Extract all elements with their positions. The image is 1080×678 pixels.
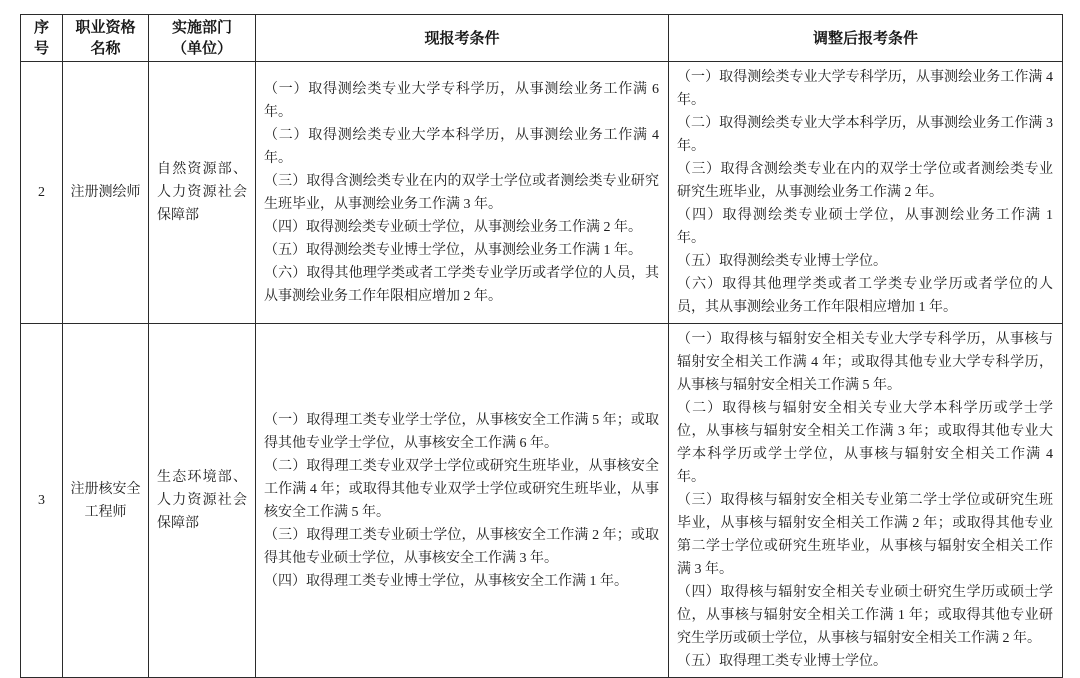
condition-item: （一）取得核与辐射安全相关专业大学专科学历，从事核与辐射安全相关工作满 4 年；或取得其他专业大学专科学历，从事核与辐射安全相关工作满 5 年。 <box>677 332 1053 393</box>
condition-item: （一）取得测绘类专业大学专科学历，从事测绘业务工作满 4 年。 <box>677 70 1053 108</box>
table-row-surveyor <box>21 62 1063 324</box>
condition-item: （五）取得理工类专业博士学位。 <box>677 654 887 669</box>
condition-item: （二）取得测绘类专业大学本科学历，从事测绘业务工作满 3 年。 <box>677 116 1053 154</box>
header-current-conditions-line1: 现报考条件 <box>424 29 500 47</box>
condition-item: （二）取得测绘类专业大学本科学历，从事测绘业务工作满 4 年。 <box>264 127 659 166</box>
department-cell: 自然资源部、人力资源社会保障部 <box>149 62 256 324</box>
department-cell: 生态环境部、人力资源社会保障部 <box>149 324 256 678</box>
qualification-conditions-table <box>20 14 1063 678</box>
current-conditions-cell <box>256 324 669 678</box>
condition-item: （四）取得理工类专业博士学位，从事核安全工作满 1 年。 <box>264 573 628 589</box>
condition-item: （三）取得核与辐射安全相关专业第二学士学位或研究生班毕业，从事核与辐射安全相关工作满 2 年；或取得其他专业第二学士学位或研究生班毕业，从事核与辐射安全相关工作满 3 年。 <box>677 493 1053 577</box>
header-adjusted-conditions <box>669 15 1063 62</box>
table-row-nuclear-safety-engineer <box>21 324 1063 678</box>
condition-item: （六）取得其他理学类或者工学类专业学历或者学位的人员，其从事测绘业务工作年限相应增加 1 年。 <box>677 277 1053 315</box>
header-row <box>21 15 1063 62</box>
qualification-name-cell: 注册核安全工程师 <box>63 324 149 678</box>
condition-item: （四）取得测绘类专业硕士学位，从事测绘业务工作满 2 年。 <box>264 219 642 235</box>
condition-item: （四）取得核与辐射安全相关专业硕士研究生学历或硕士学位，从事核与辐射安全相关工作满 1 年；或取得其他专业研究生学历或硕士学位，从事核与辐射安全相关工作满 2 年。 <box>677 585 1053 646</box>
condition-item: （二）取得理工类专业双学士学位或研究生班毕业，从事核安全工作满 4 年；或取得其他专业双学士学位或研究生班毕业，从事核安全工作满 5 年。 <box>264 458 659 520</box>
condition-item: （二）取得核与辐射安全相关专业大学本科学历或学士学位，从事核与辐射安全相关工作满 3 年；或取得其他专业大学本科学历或学士学位，从事核与辐射安全相关工作满 4 年。 <box>677 401 1053 485</box>
condition-item: （五）取得测绘类专业博士学位。 <box>677 254 887 269</box>
header-implementing-department-line1: 实施部门 <box>171 19 232 36</box>
header-implementing-department-line2: （单位） <box>171 40 232 57</box>
condition-item: （一）取得理工类专业学士学位，从事核安全工作满 5 年；或取得其他专业学士学位，从事核安全工作满 6 年。 <box>264 412 659 451</box>
condition-item: （三）取得含测绘类专业在内的双学士学位或者测绘类专业研究生班毕业，从事测绘业务工作满 2 年。 <box>677 162 1053 200</box>
condition-item: （三）取得理工类专业硕士学位，从事核安全工作满 2 年；或取得其他专业硕士学位，从事核安全工作满 3 年。 <box>264 527 659 566</box>
header-qualification-name-line2: 名称 <box>90 40 121 57</box>
condition-item: （四）取得测绘类专业硕士学位，从事测绘业务工作满 1 年。 <box>677 208 1053 246</box>
header-qualification-name <box>63 15 149 62</box>
condition-item: （五）取得测绘类专业博士学位，从事测绘业务工作满 1 年。 <box>264 242 642 258</box>
header-current-conditions <box>256 15 669 62</box>
adjusted-conditions-cell <box>669 324 1063 678</box>
header-qualification-name-line1: 职业资格 <box>75 19 136 36</box>
current-conditions-cell <box>256 62 669 324</box>
serial-number-cell: 3 <box>21 324 63 678</box>
condition-item: （三）取得含测绘类专业在内的双学士学位或者测绘类专业研究生班毕业，从事测绘业务工作满 3 年。 <box>264 173 659 212</box>
header-serial-number-line1: 序 <box>33 19 49 36</box>
header-serial-number <box>21 15 63 62</box>
header-adjusted-conditions-line1: 调整后报考条件 <box>812 29 918 47</box>
condition-item: （一）取得测绘类专业大学专科学历，从事测绘业务工作满 6 年。 <box>264 81 659 120</box>
adjusted-conditions-cell <box>669 62 1063 324</box>
qualification-name-cell: 注册测绘师 <box>63 62 149 324</box>
header-implementing-department <box>149 15 256 62</box>
condition-item: （六）取得其他理学类或者工学类专业学历或者学位的人员，其从事测绘业务工作年限相应增加 2 年。 <box>264 265 659 304</box>
serial-number-cell: 2 <box>21 62 63 324</box>
header-serial-number-line2: 号 <box>33 40 49 57</box>
